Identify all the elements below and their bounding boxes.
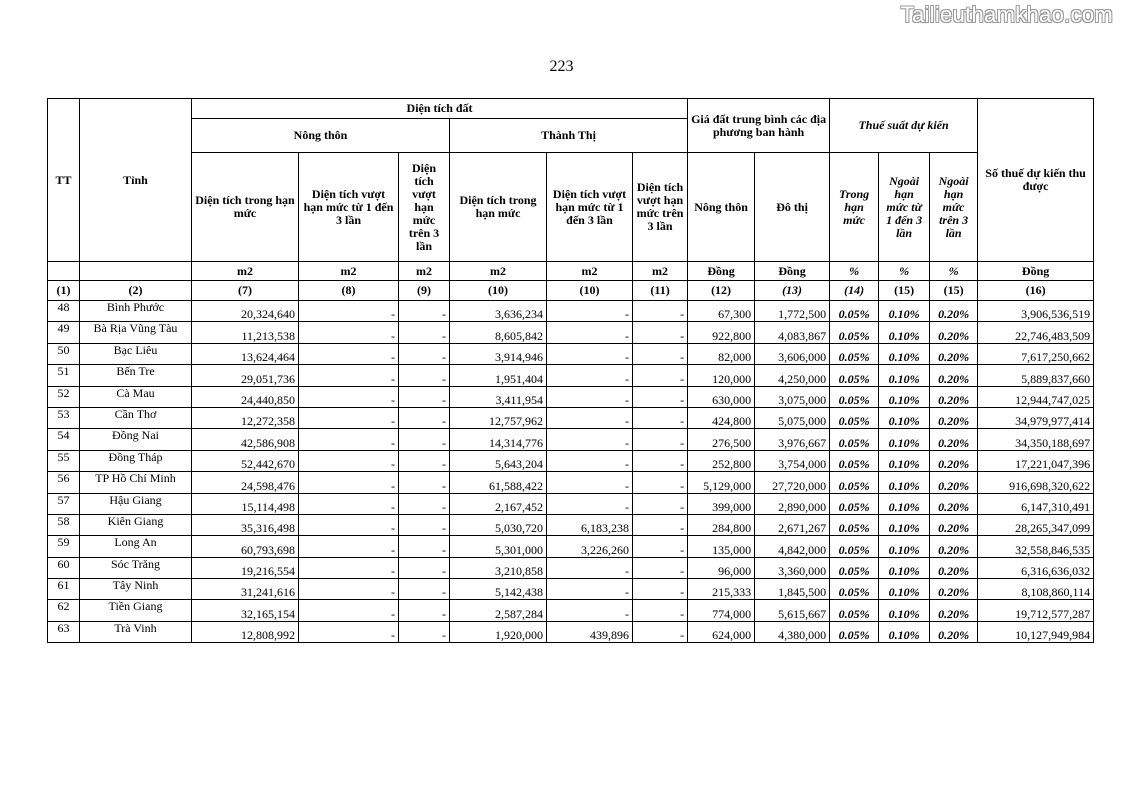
unit-cell: m2 [450,262,547,281]
nt-vuot-tren-3-value: - [399,514,450,535]
nt-trong-han-muc-value: 24,440,850 [192,386,299,407]
tt-vuot-1-3-value: 6,183,238 [547,514,633,535]
nt-vuot-1-3-value: - [299,322,399,343]
row-number: 57 [48,493,80,514]
ts-ngoai-1-3-value: 0.10% [879,343,930,364]
ts-trong-han-muc-value: 0.05% [830,600,879,621]
row-number: 55 [48,450,80,471]
ts-trong-han-muc-value: 0.05% [830,365,879,386]
nt-vuot-1-3-value: - [299,429,399,450]
row-number: 56 [48,472,80,493]
table-row [48,493,1094,514]
so-thue-value: 916,698,320,622 [978,472,1094,493]
ts-trong-han-muc-value: 0.05% [830,514,879,535]
gia-nong-thon-value: 82,000 [688,343,755,364]
nt-trong-han-muc-value: 19,216,554 [192,557,299,578]
ts-ngoai-tren-3-value: 0.20% [930,429,978,450]
ts-ngoai-1-3-value: 0.10% [879,621,930,642]
unit-cell: m2 [192,262,299,281]
ts-trong-han-muc-value: 0.05% [830,493,879,514]
row-number: 59 [48,536,80,557]
tt-trong-han-muc-value: 5,142,438 [450,579,547,600]
ts-ngoai-1-3-value: 0.10% [879,493,930,514]
land-tax-table [47,98,1094,643]
nt-trong-han-muc-value: 32,165,154 [192,600,299,621]
ts-ngoai-1-3-value: 0.10% [879,579,930,600]
tt-trong-han-muc-value: 1,951,404 [450,365,547,386]
ts-ngoai-1-3-value: 0.10% [879,365,930,386]
so-thue-value: 34,979,977,414 [978,407,1094,428]
nt-vuot-tren-3-value: - [399,621,450,642]
header-nt-vuot-tren-3: Diện tích vượt hạn mức trên 3 lần [399,153,450,262]
tt-vuot-tren-3-value: - [633,493,688,514]
header-tt: TT [48,99,80,262]
nt-vuot-tren-3-value: - [399,493,450,514]
province-name: Cà Mau [80,386,192,407]
ts-trong-han-muc-value: 0.05% [830,579,879,600]
gia-do-thi-value: 1,845,500 [755,579,830,600]
ts-ngoai-tren-3-value: 0.20% [930,322,978,343]
row-number: 48 [48,301,80,322]
table-row [48,365,1094,386]
header-tt-trong-han-muc: Diện tích trong hạn mức [450,153,547,262]
table-row [48,322,1094,343]
row-number: 63 [48,621,80,642]
table-row [48,557,1094,578]
unit-cell: % [830,262,879,281]
tt-vuot-1-3-value: - [547,343,633,364]
row-number: 58 [48,514,80,535]
unit-cell: m2 [399,262,450,281]
nt-vuot-1-3-value: - [299,386,399,407]
nt-vuot-tren-3-value: - [399,536,450,557]
unit-cell: Đồng [978,262,1094,281]
so-thue-value: 6,147,310,491 [978,493,1094,514]
ts-ngoai-1-3-value: 0.10% [879,386,930,407]
gia-nong-thon-value: 67,300 [688,301,755,322]
col-number: (12) [688,281,755,301]
ts-trong-han-muc-value: 0.05% [830,407,879,428]
unit-cell-empty [80,262,192,281]
nt-vuot-1-3-value: - [299,536,399,557]
gia-nong-thon-value: 120,000 [688,365,755,386]
gia-do-thi-value: 4,380,000 [755,621,830,642]
nt-vuot-1-3-value: - [299,450,399,471]
province-name: Bạc Liêu [80,343,192,364]
tt-vuot-1-3-value: - [547,429,633,450]
gia-do-thi-value: 27,720,000 [755,472,830,493]
nt-trong-han-muc-value: 13,624,464 [192,343,299,364]
nt-vuot-1-3-value: - [299,472,399,493]
province-name: Bà Rịa Vũng Tàu [80,322,192,343]
ts-ngoai-tren-3-value: 0.20% [930,493,978,514]
gia-nong-thon-value: 284,800 [688,514,755,535]
nt-vuot-1-3-value: - [299,365,399,386]
province-name: Cần Thơ [80,407,192,428]
row-number: 61 [48,579,80,600]
so-thue-value: 17,221,047,396 [978,450,1094,471]
gia-nong-thon-value: 774,000 [688,600,755,621]
header-so-thue: Số thuế dự kiến thu được [978,99,1094,262]
so-thue-value: 12,944,747,025 [978,386,1094,407]
gia-do-thi-value: 5,075,000 [755,407,830,428]
table-row [48,536,1094,557]
tt-vuot-tren-3-value: - [633,450,688,471]
header-dien-tich-dat: Diện tích đất [192,99,688,119]
gia-nong-thon-value: 5,129,000 [688,472,755,493]
tt-trong-han-muc-value: 2,167,452 [450,493,547,514]
col-number: (13) [755,281,830,301]
tt-trong-han-muc-value: 5,643,204 [450,450,547,471]
header-gia-nong-thon: Nông thôn [688,153,755,262]
nt-vuot-1-3-value: - [299,557,399,578]
so-thue-value: 8,108,860,114 [978,579,1094,600]
gia-nong-thon-value: 215,333 [688,579,755,600]
ts-ngoai-tren-3-value: 0.20% [930,557,978,578]
province-name: Bến Tre [80,365,192,386]
header-ts-trong-han-muc: Trong hạn mức [830,153,879,262]
nt-vuot-tren-3-value: - [399,386,450,407]
gia-nong-thon-value: 135,000 [688,536,755,557]
ts-ngoai-1-3-value: 0.10% [879,472,930,493]
row-number: 54 [48,429,80,450]
tt-vuot-1-3-value: - [547,579,633,600]
gia-nong-thon-value: 922,800 [688,322,755,343]
province-name: Đồng Tháp [80,450,192,471]
unit-cell: Đồng [688,262,755,281]
ts-trong-han-muc-value: 0.05% [830,621,879,642]
nt-vuot-tren-3-value: - [399,429,450,450]
row-number: 60 [48,557,80,578]
gia-do-thi-value: 3,606,000 [755,343,830,364]
province-name: Kiên Giang [80,514,192,535]
tt-vuot-tren-3-value: - [633,365,688,386]
so-thue-value: 10,127,949,984 [978,621,1094,642]
gia-do-thi-value: 1,772,500 [755,301,830,322]
ts-ngoai-tren-3-value: 0.20% [930,450,978,471]
nt-trong-han-muc-value: 20,324,640 [192,301,299,322]
ts-trong-han-muc-value: 0.05% [830,322,879,343]
column-number-row [48,281,1094,301]
col-number: (9) [399,281,450,301]
nt-trong-han-muc-value: 31,241,616 [192,579,299,600]
header-nong-thon: Nông thôn [192,119,450,153]
nt-vuot-tren-3-value: - [399,343,450,364]
tt-trong-han-muc-value: 14,314,776 [450,429,547,450]
tt-vuot-1-3-value: - [547,386,633,407]
ts-trong-han-muc-value: 0.05% [830,301,879,322]
table-row [48,472,1094,493]
nt-vuot-tren-3-value: - [399,579,450,600]
province-name: Hậu Giang [80,493,192,514]
tt-vuot-1-3-value: - [547,365,633,386]
so-thue-value: 5,889,837,660 [978,365,1094,386]
province-name: Bình Phước [80,301,192,322]
tt-vuot-1-3-value: - [547,407,633,428]
so-thue-value: 6,316,636,032 [978,557,1094,578]
nt-trong-han-muc-value: 60,793,698 [192,536,299,557]
tt-trong-han-muc-value: 3,636,234 [450,301,547,322]
province-name: Tiền Giang [80,600,192,621]
tt-trong-han-muc-value: 61,588,422 [450,472,547,493]
col-number: (8) [299,281,399,301]
ts-ngoai-tren-3-value: 0.20% [930,343,978,364]
tt-vuot-tren-3-value: - [633,472,688,493]
table-row [48,579,1094,600]
tt-vuot-1-3-value: - [547,450,633,471]
nt-trong-han-muc-value: 12,808,992 [192,621,299,642]
col-number: (11) [633,281,688,301]
ts-trong-han-muc-value: 0.05% [830,386,879,407]
tt-vuot-1-3-value: - [547,493,633,514]
ts-trong-han-muc-value: 0.05% [830,343,879,364]
row-number: 62 [48,600,80,621]
tt-vuot-1-3-value: - [547,472,633,493]
so-thue-value: 32,558,846,535 [978,536,1094,557]
col-number: (10) [450,281,547,301]
unit-cell: % [879,262,930,281]
gia-nong-thon-value: 96,000 [688,557,755,578]
province-name: Tây Ninh [80,579,192,600]
gia-nong-thon-value: 424,800 [688,407,755,428]
nt-trong-han-muc-value: 12,272,358 [192,407,299,428]
so-thue-value: 28,265,347,099 [978,514,1094,535]
table-row [48,407,1094,428]
ts-ngoai-1-3-value: 0.10% [879,557,930,578]
unit-cell: m2 [633,262,688,281]
nt-vuot-tren-3-value: - [399,322,450,343]
row-number: 50 [48,343,80,364]
header-tt-vuot-1-3: Diện tích vượt hạn mức từ 1 đến 3 lần [547,153,633,262]
province-name: Trà Vinh [80,621,192,642]
col-number: (7) [192,281,299,301]
unit-cell: m2 [547,262,633,281]
gia-do-thi-value: 3,360,000 [755,557,830,578]
watermark: Tailieuthamkhao.com [900,2,1113,27]
ts-ngoai-1-3-value: 0.10% [879,322,930,343]
header-ts-ngoai-1-3: Ngoài hạn mức từ 1 đến 3 lần [879,153,930,262]
tt-vuot-1-3-value: - [547,600,633,621]
header-tinh: Tỉnh [80,99,192,262]
header-gia-dat: Giá đất trung bình các địa phương ban hành [688,99,830,153]
unit-cell: Đồng [755,262,830,281]
ts-ngoai-tren-3-value: 0.20% [930,621,978,642]
gia-nong-thon-value: 399,000 [688,493,755,514]
gia-do-thi-value: 3,754,000 [755,450,830,471]
nt-vuot-1-3-value: - [299,301,399,322]
nt-trong-han-muc-value: 52,442,670 [192,450,299,471]
province-name: Long An [80,536,192,557]
ts-trong-han-muc-value: 0.05% [830,557,879,578]
row-number: 52 [48,386,80,407]
gia-nong-thon-value: 630,000 [688,386,755,407]
province-name: Đồng Nai [80,429,192,450]
gia-do-thi-value: 2,671,267 [755,514,830,535]
tt-vuot-1-3-value: - [547,301,633,322]
province-name: TP Hồ Chí Minh [80,472,192,493]
gia-nong-thon-value: 624,000 [688,621,755,642]
nt-vuot-tren-3-value: - [399,301,450,322]
nt-trong-han-muc-value: 42,586,908 [192,429,299,450]
table-row [48,450,1094,471]
ts-ngoai-1-3-value: 0.10% [879,301,930,322]
nt-vuot-1-3-value: - [299,514,399,535]
nt-vuot-tren-3-value: - [399,407,450,428]
gia-do-thi-value: 5,615,667 [755,600,830,621]
tt-trong-han-muc-value: 3,411,954 [450,386,547,407]
gia-do-thi-value: 4,250,000 [755,365,830,386]
table-row [48,514,1094,535]
ts-ngoai-1-3-value: 0.10% [879,514,930,535]
tt-trong-han-muc-value: 1,920,000 [450,621,547,642]
header-thue-suat: Thuế suất dự kiến [830,99,978,153]
tt-vuot-tren-3-value: - [633,322,688,343]
gia-nong-thon-value: 276,500 [688,429,755,450]
table-row [48,621,1094,642]
so-thue-value: 34,350,188,697 [978,429,1094,450]
tt-vuot-tren-3-value: - [633,386,688,407]
ts-ngoai-tren-3-value: 0.20% [930,365,978,386]
nt-trong-han-muc-value: 29,051,736 [192,365,299,386]
nt-vuot-1-3-value: - [299,407,399,428]
tt-vuot-1-3-value: - [547,322,633,343]
nt-vuot-tren-3-value: - [399,365,450,386]
unit-cell: m2 [299,262,399,281]
ts-ngoai-tren-3-value: 0.20% [930,579,978,600]
ts-ngoai-tren-3-value: 0.20% [930,514,978,535]
gia-nong-thon-value: 252,800 [688,450,755,471]
ts-ngoai-1-3-value: 0.10% [879,600,930,621]
header-nt-trong-han-muc: Diện tích trong hạn mức [192,153,299,262]
gia-do-thi-value: 4,083,867 [755,322,830,343]
nt-vuot-1-3-value: - [299,579,399,600]
header-gia-do-thi: Đô thị [755,153,830,262]
tt-trong-han-muc-value: 3,914,946 [450,343,547,364]
tt-trong-han-muc-value: 2,587,284 [450,600,547,621]
so-thue-value: 22,746,483,509 [978,322,1094,343]
col-number: (1) [48,281,80,301]
col-number: (14) [830,281,879,301]
tt-vuot-tren-3-value: - [633,301,688,322]
tt-vuot-tren-3-value: - [633,514,688,535]
table-row [48,429,1094,450]
ts-ngoai-tren-3-value: 0.20% [930,600,978,621]
ts-ngoai-1-3-value: 0.10% [879,429,930,450]
nt-trong-han-muc-value: 24,598,476 [192,472,299,493]
gia-do-thi-value: 3,976,667 [755,429,830,450]
nt-trong-han-muc-value: 35,316,498 [192,514,299,535]
ts-ngoai-1-3-value: 0.10% [879,407,930,428]
tt-trong-han-muc-value: 8,605,842 [450,322,547,343]
ts-trong-han-muc-value: 0.05% [830,536,879,557]
province-name: Sóc Trăng [80,557,192,578]
table-row [48,343,1094,364]
tt-trong-han-muc-value: 12,757,962 [450,407,547,428]
so-thue-value: 19,712,577,287 [978,600,1094,621]
so-thue-value: 3,906,536,519 [978,301,1094,322]
ts-ngoai-1-3-value: 0.10% [879,536,930,557]
page-number: 223 [549,58,574,75]
unit-cell: % [930,262,978,281]
ts-trong-han-muc-value: 0.05% [830,429,879,450]
ts-trong-han-muc-value: 0.05% [830,472,879,493]
tt-trong-han-muc-value: 5,301,000 [450,536,547,557]
tt-vuot-tren-3-value: - [633,557,688,578]
tt-vuot-tren-3-value: - [633,407,688,428]
nt-vuot-tren-3-value: - [399,450,450,471]
nt-vuot-tren-3-value: - [399,472,450,493]
col-number: (16) [978,281,1094,301]
ts-ngoai-tren-3-value: 0.20% [930,472,978,493]
tt-vuot-tren-3-value: - [633,600,688,621]
nt-trong-han-muc-value: 15,114,498 [192,493,299,514]
ts-ngoai-tren-3-value: 0.20% [930,386,978,407]
units-row [48,262,1094,281]
tt-vuot-1-3-value: 3,226,260 [547,536,633,557]
row-number: 51 [48,365,80,386]
nt-vuot-tren-3-value: - [399,600,450,621]
nt-vuot-1-3-value: - [299,600,399,621]
tt-vuot-tren-3-value: - [633,429,688,450]
table-row [48,600,1094,621]
table-row [48,386,1094,407]
nt-vuot-tren-3-value: - [399,557,450,578]
ts-ngoai-tren-3-value: 0.20% [930,536,978,557]
ts-ngoai-tren-3-value: 0.20% [930,407,978,428]
col-number: (15) [879,281,930,301]
table-body [48,301,1094,643]
row-number: 53 [48,407,80,428]
nt-trong-han-muc-value: 11,213,538 [192,322,299,343]
header-tt-vuot-tren-3: Diện tích vượt hạn mức trên 3 lần [633,153,688,262]
tt-vuot-1-3-value: - [547,557,633,578]
header-nt-vuot-1-3: Diện tích vượt hạn mức từ 1 đến 3 lần [299,153,399,262]
nt-vuot-1-3-value: - [299,621,399,642]
col-number: (2) [80,281,192,301]
gia-do-thi-value: 3,075,000 [755,386,830,407]
tt-trong-han-muc-value: 3,210,858 [450,557,547,578]
header-ts-ngoai-tren-3: Ngoài hạn mức trên 3 lần [930,153,978,262]
ts-trong-han-muc-value: 0.05% [830,450,879,471]
so-thue-value: 7,617,250,662 [978,343,1094,364]
ts-ngoai-1-3-value: 0.10% [879,450,930,471]
tt-vuot-1-3-value: 439,896 [547,621,633,642]
gia-do-thi-value: 2,890,000 [755,493,830,514]
tt-trong-han-muc-value: 5,030,720 [450,514,547,535]
col-number: (10) [547,281,633,301]
table-row [48,301,1094,322]
nt-vuot-1-3-value: - [299,343,399,364]
header-thanh-thi: Thành Thị [450,119,688,153]
unit-cell-empty [48,262,80,281]
row-number: 49 [48,322,80,343]
tt-vuot-tren-3-value: - [633,621,688,642]
col-number: (15) [930,281,978,301]
nt-vuot-1-3-value: - [299,493,399,514]
gia-do-thi-value: 4,842,000 [755,536,830,557]
tt-vuot-tren-3-value: - [633,579,688,600]
tt-vuot-tren-3-value: - [633,536,688,557]
ts-ngoai-tren-3-value: 0.20% [930,301,978,322]
tt-vuot-tren-3-value: - [633,343,688,364]
